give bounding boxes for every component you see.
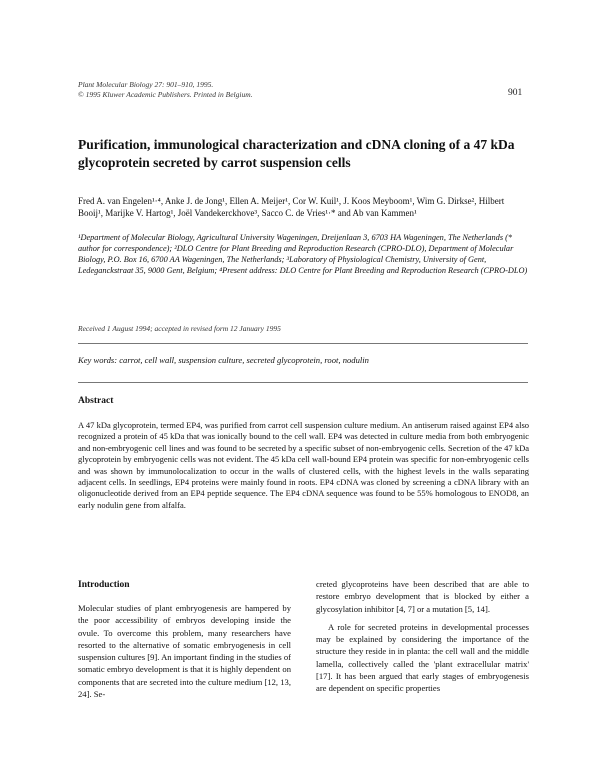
author-list: Fred A. van Engelen¹·⁴, Anke J. de Jong¹, Ellen A. Meijer¹, Cor W. Kuil¹, J. Koos Meyboom¹, Wim G. Dirkse², Hilbert Booij¹, Marijke V. Hartog¹, Joël Vandekerckhove³, Sacco C. de Vries¹·* and Ab van Kammen¹ — [78, 196, 505, 218]
introduction-right-column — [316, 578, 529, 695]
introduction-left-column — [78, 602, 291, 700]
keywords: Key words: carrot, cell wall, suspension culture, secreted glycoprotein, root, nodulin — [78, 355, 369, 365]
abstract-text: A 47 kDa glycoprotein, termed EP4, was purified from carrot cell suspension culture medium. An antiserum raised against EP4 also recognized a protein of 45 kDa that was ionically bound to the cell wall. EP4 was detected in culture media from both embryogenic and non-embryogenic cell lines and was found to be secreted by a specific subset of non-embryogenic cells. Secretion of the 47 kDa glycoprotein by embryogenic cells was not evident. The 45 kDa cell wall-bound EP4 protein was specific for non-embryogenic cells and was shown by immunolocalization to occur in the walls of clustered cells, with the highest levels in the walls separating adjacent cells. In seedlings, EP4 proteins were mainly found in roots. EP4 cDNA was cloned by screening a cDNA library with an oligonucleotide derived from an EP4 peptide sequence. The EP4 cDNA sequence was found to be 55% homologous to ENOD8, an early nodulin gene from alfalfa. — [78, 420, 529, 510]
divider-top — [78, 343, 528, 344]
introduction-heading: Introduction — [78, 580, 130, 590]
introduction-paragraph-2: A role for secreted proteins in developmental processes may be explained by considering the importance of the structure they reside in in planta: the cell wall and the middle lamella, collectively called the 'plant extracellular matrix' [17]. It has been argued that early stages of embryogenesis are dependent on specific properties — [316, 621, 529, 694]
affiliations: ¹Department of Molecular Biology, Agricultural University Wageningen, Dreijenlaan 3, 6703 HA Wageningen, The Netherlands (* author for correspondence); ²DLO Centre for Plant Breeding and Reproduction Research (CPRO-DLO), Department of Molecular Biology, P.O. Box 16, 6700 AA Wageningen, The Netherlands; ³Laboratory of Physiological Chemistry, University of Gent, Ledeganckstraat 35, 9000 Gent, Belgium; ⁴Present address: DLO Centre for Plant Breeding and Reproduction Research (CPRO-DLO) — [78, 233, 528, 275]
copyright-line: © 1995 Kluwer Academic Publishers. Printed in Belgium. — [78, 90, 253, 99]
journal-citation: Plant Molecular Biology 27: 901–910, 1995. — [78, 80, 214, 89]
journal-header — [78, 80, 253, 100]
page-number: 901 — [508, 88, 523, 98]
abstract-heading: Abstract — [78, 396, 114, 406]
received-date: Received 1 August 1994; accepted in revised form 12 January 1995 — [78, 324, 281, 333]
introduction-paragraph-1: Molecular studies of plant embryogenesis are hampered by the poor accessibility of embryos developing inside the ovule. To overcome this problem, many researchers have resorted to the alternative of somatic embryogenesis in cell suspension cultures [9]. An important finding in the studies of somatic embryo development is that it is highly dependent on components that are secreted into the culture medium [12, 13, 24]. Se- — [78, 603, 291, 700]
introduction-paragraph-1-continued: creted glycoproteins have been described that are able to restore embryo development that is blocked by either a glycosylation inhibitor [4, 7] or a mutation [5, 14]. — [316, 579, 529, 614]
divider-bottom — [78, 382, 528, 383]
article-title: Purification, immunological characterization and cDNA cloning of a 47 kDa glycoprotein secreted by carrot suspension cells — [78, 137, 515, 170]
